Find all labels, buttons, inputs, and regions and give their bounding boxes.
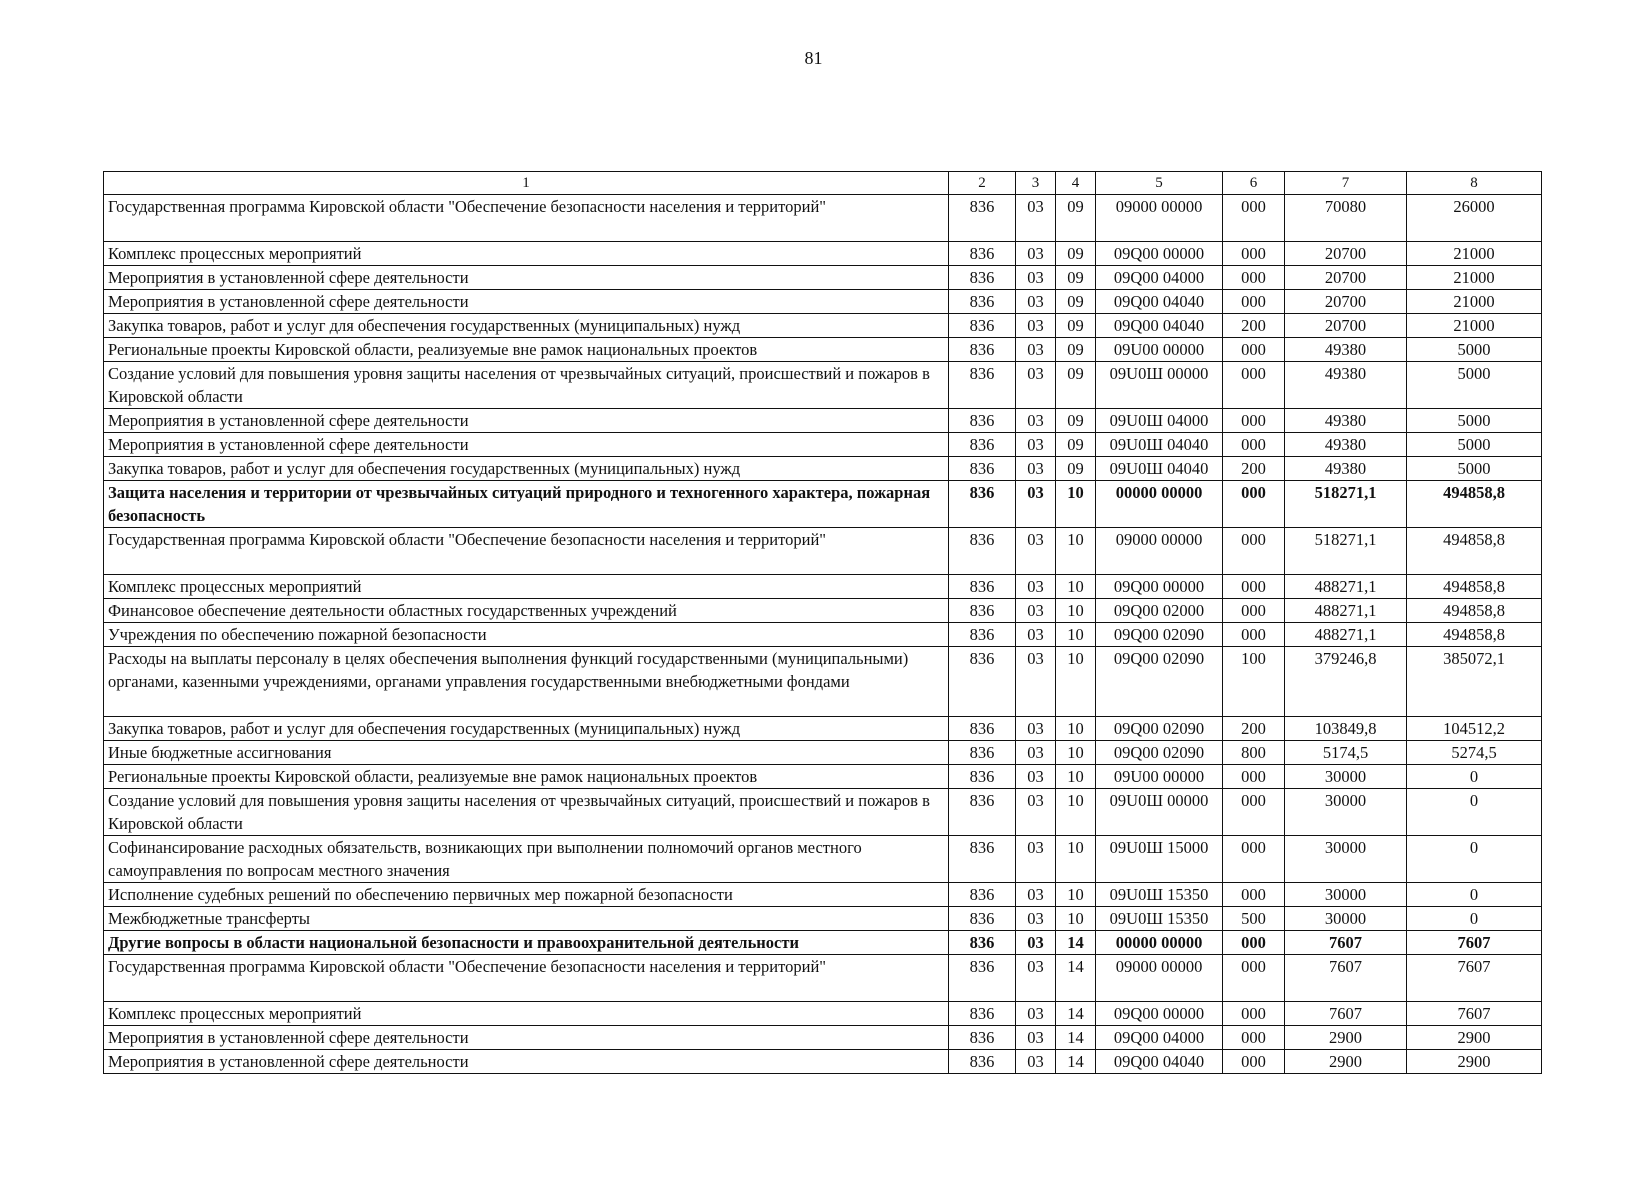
- cell-col-6: 000: [1223, 362, 1285, 409]
- cell-col-8: 385072,1: [1407, 647, 1542, 717]
- cell-col-7: 2900: [1285, 1026, 1407, 1050]
- cell-col-7: 518271,1: [1285, 481, 1407, 528]
- cell-col-6: 000: [1223, 623, 1285, 647]
- cell-col-3: 03: [1016, 623, 1056, 647]
- row-name-cell: Исполнение судебных решений по обеспечению первичных мер пожарной безопасности: [104, 883, 949, 907]
- table-row: [104, 955, 1542, 1002]
- cell-col-5: 09U00 00000: [1096, 765, 1223, 789]
- row-name-cell: Межбюджетные трансферты: [104, 907, 949, 931]
- table-row: [104, 362, 1542, 409]
- cell-col-5: 09Q00 02000: [1096, 599, 1223, 623]
- cell-col-2: 836: [949, 1002, 1016, 1026]
- row-name-cell: Мероприятия в установленной сфере деятельности: [104, 1050, 949, 1074]
- cell-col-3: 03: [1016, 481, 1056, 528]
- cell-col-8: 7607: [1407, 1002, 1542, 1026]
- column-header-5: 5: [1096, 172, 1223, 195]
- table-body: [104, 195, 1542, 1074]
- budget-table: [103, 171, 1542, 1074]
- cell-col-8: 7607: [1407, 955, 1542, 1002]
- cell-col-8: 104512,2: [1407, 717, 1542, 741]
- cell-col-3: 03: [1016, 883, 1056, 907]
- cell-col-2: 836: [949, 481, 1016, 528]
- cell-col-4: 10: [1056, 765, 1096, 789]
- cell-col-7: 103849,8: [1285, 717, 1407, 741]
- cell-col-2: 836: [949, 647, 1016, 717]
- table-row: [104, 575, 1542, 599]
- cell-col-5: 09Q00 00000: [1096, 1002, 1223, 1026]
- cell-col-7: 30000: [1285, 907, 1407, 931]
- cell-col-6: 000: [1223, 242, 1285, 266]
- cell-col-5: 09000 00000: [1096, 528, 1223, 575]
- cell-col-5: 09Q00 02090: [1096, 741, 1223, 765]
- row-name-cell: Мероприятия в установленной сфере деятельности: [104, 409, 949, 433]
- cell-col-7: 20700: [1285, 266, 1407, 290]
- cell-col-6: 200: [1223, 314, 1285, 338]
- cell-col-4: 10: [1056, 528, 1096, 575]
- row-name-cell: Мероприятия в установленной сфере деятельности: [104, 433, 949, 457]
- cell-col-5: 00000 00000: [1096, 481, 1223, 528]
- cell-col-2: 836: [949, 242, 1016, 266]
- row-name-cell: Мероприятия в установленной сфере деятельности: [104, 290, 949, 314]
- cell-col-3: 03: [1016, 314, 1056, 338]
- cell-col-8: 21000: [1407, 242, 1542, 266]
- row-name-cell: Закупка товаров, работ и услуг для обеспечения государственных (муниципальных) нужд: [104, 717, 949, 741]
- cell-col-5: 09U0Ш 04000: [1096, 409, 1223, 433]
- table-row: [104, 409, 1542, 433]
- cell-col-8: 2900: [1407, 1050, 1542, 1074]
- cell-col-2: 836: [949, 457, 1016, 481]
- cell-col-3: 03: [1016, 528, 1056, 575]
- cell-col-2: 836: [949, 599, 1016, 623]
- cell-col-3: 03: [1016, 290, 1056, 314]
- page-number: 81: [804, 48, 823, 68]
- cell-col-2: 836: [949, 338, 1016, 362]
- table-row: [104, 1002, 1542, 1026]
- cell-col-4: 10: [1056, 789, 1096, 836]
- cell-col-5: 09000 00000: [1096, 955, 1223, 1002]
- cell-col-8: 21000: [1407, 314, 1542, 338]
- cell-col-2: 836: [949, 575, 1016, 599]
- cell-col-4: 14: [1056, 1026, 1096, 1050]
- cell-col-4: 14: [1056, 1002, 1096, 1026]
- cell-col-5: 09Q00 02090: [1096, 717, 1223, 741]
- table-row: [104, 314, 1542, 338]
- cell-col-2: 836: [949, 789, 1016, 836]
- cell-col-5: 09Q00 04040: [1096, 290, 1223, 314]
- cell-col-2: 836: [949, 1050, 1016, 1074]
- cell-col-8: 494858,8: [1407, 575, 1542, 599]
- cell-col-6: 000: [1223, 528, 1285, 575]
- cell-col-8: 0: [1407, 907, 1542, 931]
- cell-col-8: 7607: [1407, 931, 1542, 955]
- cell-col-5: 09U00 00000: [1096, 338, 1223, 362]
- cell-col-2: 836: [949, 314, 1016, 338]
- cell-col-4: 09: [1056, 290, 1096, 314]
- cell-col-6: 000: [1223, 433, 1285, 457]
- cell-col-7: 7607: [1285, 955, 1407, 1002]
- cell-col-2: 836: [949, 528, 1016, 575]
- cell-col-3: 03: [1016, 575, 1056, 599]
- cell-col-4: 09: [1056, 433, 1096, 457]
- cell-col-3: 03: [1016, 599, 1056, 623]
- cell-col-8: 5000: [1407, 409, 1542, 433]
- cell-col-2: 836: [949, 266, 1016, 290]
- row-name-cell: Расходы на выплаты персоналу в целях обеспечения выполнения функций государственными (муниципальными) органами, казенными учреждениями, органами управления государственными внебюджетными фондами: [104, 647, 949, 717]
- row-name-cell: Региональные проекты Кировской области, реализуемые вне рамок национальных проектов: [104, 338, 949, 362]
- cell-col-4: 14: [1056, 955, 1096, 1002]
- cell-col-2: 836: [949, 409, 1016, 433]
- cell-col-5: 09Q00 04040: [1096, 314, 1223, 338]
- cell-col-8: 0: [1407, 836, 1542, 883]
- table-row: [104, 195, 1542, 242]
- table-header-row: [104, 172, 1542, 195]
- cell-col-5: 09Q00 00000: [1096, 575, 1223, 599]
- cell-col-5: 09Q00 02090: [1096, 623, 1223, 647]
- column-header-7: 7: [1285, 172, 1407, 195]
- cell-col-8: 21000: [1407, 266, 1542, 290]
- cell-col-5: 09U0Ш 15350: [1096, 883, 1223, 907]
- table-row: [104, 266, 1542, 290]
- cell-col-7: 7607: [1285, 931, 1407, 955]
- row-name-cell: Закупка товаров, работ и услуг для обеспечения государственных (муниципальных) нужд: [104, 314, 949, 338]
- table-row: [104, 907, 1542, 931]
- row-name-cell: Комплекс процессных мероприятий: [104, 575, 949, 599]
- table-row: [104, 290, 1542, 314]
- cell-col-2: 836: [949, 836, 1016, 883]
- cell-col-6: 100: [1223, 647, 1285, 717]
- cell-col-4: 10: [1056, 741, 1096, 765]
- cell-col-3: 03: [1016, 955, 1056, 1002]
- cell-col-4: 10: [1056, 907, 1096, 931]
- cell-col-2: 836: [949, 765, 1016, 789]
- cell-col-6: 000: [1223, 290, 1285, 314]
- row-name-cell: Создание условий для повышения уровня защиты населения от чрезвычайных ситуаций, происшествий и пожаров в Кировской области: [104, 362, 949, 409]
- cell-col-4: 14: [1056, 931, 1096, 955]
- cell-col-4: 09: [1056, 409, 1096, 433]
- cell-col-7: 379246,8: [1285, 647, 1407, 717]
- cell-col-7: 20700: [1285, 242, 1407, 266]
- cell-col-3: 03: [1016, 836, 1056, 883]
- cell-col-7: 49380: [1285, 338, 1407, 362]
- cell-col-6: 000: [1223, 338, 1285, 362]
- row-name-cell: Государственная программа Кировской области "Обеспечение безопасности населения и территорий": [104, 195, 949, 242]
- cell-col-4: 10: [1056, 623, 1096, 647]
- cell-col-4: 09: [1056, 457, 1096, 481]
- row-name-cell: Закупка товаров, работ и услуг для обеспечения государственных (муниципальных) нужд: [104, 457, 949, 481]
- cell-col-4: 14: [1056, 1050, 1096, 1074]
- column-header-2: 2: [949, 172, 1016, 195]
- cell-col-5: 09Q00 04040: [1096, 1050, 1223, 1074]
- cell-col-3: 03: [1016, 717, 1056, 741]
- cell-col-2: 836: [949, 741, 1016, 765]
- cell-col-7: 30000: [1285, 836, 1407, 883]
- cell-col-2: 836: [949, 290, 1016, 314]
- column-header-4: 4: [1056, 172, 1096, 195]
- cell-col-2: 836: [949, 195, 1016, 242]
- cell-col-5: 09U0Ш 04040: [1096, 433, 1223, 457]
- cell-col-8: 21000: [1407, 290, 1542, 314]
- cell-col-6: 200: [1223, 457, 1285, 481]
- table-row: [104, 599, 1542, 623]
- cell-col-6: 800: [1223, 741, 1285, 765]
- table-row: [104, 481, 1542, 528]
- cell-col-3: 03: [1016, 433, 1056, 457]
- cell-col-8: 494858,8: [1407, 528, 1542, 575]
- column-header-1: 1: [104, 172, 949, 195]
- cell-col-4: 10: [1056, 836, 1096, 883]
- cell-col-6: 000: [1223, 1050, 1285, 1074]
- cell-col-7: 7607: [1285, 1002, 1407, 1026]
- table-row: [104, 931, 1542, 955]
- cell-col-8: 5000: [1407, 338, 1542, 362]
- table-row: [104, 741, 1542, 765]
- cell-col-3: 03: [1016, 1026, 1056, 1050]
- cell-col-4: 10: [1056, 481, 1096, 528]
- cell-col-6: 000: [1223, 883, 1285, 907]
- cell-col-7: 2900: [1285, 1050, 1407, 1074]
- cell-col-7: 49380: [1285, 362, 1407, 409]
- cell-col-8: 2900: [1407, 1026, 1542, 1050]
- cell-col-7: 49380: [1285, 409, 1407, 433]
- cell-col-7: 30000: [1285, 883, 1407, 907]
- cell-col-2: 836: [949, 362, 1016, 409]
- column-header-6: 6: [1223, 172, 1285, 195]
- row-name-cell: Региональные проекты Кировской области, реализуемые вне рамок национальных проектов: [104, 765, 949, 789]
- cell-col-6: 000: [1223, 955, 1285, 1002]
- table-row: [104, 528, 1542, 575]
- cell-col-5: 09Q00 02090: [1096, 647, 1223, 717]
- cell-col-7: 30000: [1285, 765, 1407, 789]
- cell-col-4: 09: [1056, 338, 1096, 362]
- cell-col-3: 03: [1016, 765, 1056, 789]
- cell-col-5: 09U0Ш 00000: [1096, 362, 1223, 409]
- cell-col-7: 488271,1: [1285, 599, 1407, 623]
- cell-col-6: 000: [1223, 481, 1285, 528]
- table-row: [104, 433, 1542, 457]
- cell-col-8: 5000: [1407, 433, 1542, 457]
- cell-col-6: 000: [1223, 195, 1285, 242]
- row-name-cell: Учреждения по обеспечению пожарной безопасности: [104, 623, 949, 647]
- cell-col-5: 09Q00 04000: [1096, 1026, 1223, 1050]
- row-name-cell: Другие вопросы в области национальной безопасности и правоохранительной деятельности: [104, 931, 949, 955]
- cell-col-6: 000: [1223, 836, 1285, 883]
- table-row: [104, 457, 1542, 481]
- cell-col-3: 03: [1016, 266, 1056, 290]
- cell-col-6: 000: [1223, 266, 1285, 290]
- cell-col-3: 03: [1016, 409, 1056, 433]
- cell-col-3: 03: [1016, 741, 1056, 765]
- cell-col-8: 494858,8: [1407, 623, 1542, 647]
- row-name-cell: Иные бюджетные ассигнования: [104, 741, 949, 765]
- cell-col-5: 09U0Ш 15000: [1096, 836, 1223, 883]
- cell-col-8: 26000: [1407, 195, 1542, 242]
- cell-col-5: 00000 00000: [1096, 931, 1223, 955]
- cell-col-3: 03: [1016, 1050, 1056, 1074]
- table-row: [104, 789, 1542, 836]
- cell-col-8: 0: [1407, 883, 1542, 907]
- cell-col-6: 500: [1223, 907, 1285, 931]
- cell-col-4: 10: [1056, 717, 1096, 741]
- cell-col-6: 000: [1223, 599, 1285, 623]
- cell-col-7: 20700: [1285, 290, 1407, 314]
- cell-col-3: 03: [1016, 362, 1056, 409]
- row-name-cell: Мероприятия в установленной сфере деятельности: [104, 1026, 949, 1050]
- row-name-cell: Государственная программа Кировской области "Обеспечение безопасности населения и территорий": [104, 955, 949, 1002]
- row-name-cell: Мероприятия в установленной сфере деятельности: [104, 266, 949, 290]
- cell-col-4: 09: [1056, 195, 1096, 242]
- cell-col-4: 09: [1056, 362, 1096, 409]
- cell-col-2: 836: [949, 931, 1016, 955]
- column-header-3: 3: [1016, 172, 1056, 195]
- cell-col-6: 000: [1223, 1002, 1285, 1026]
- cell-col-2: 836: [949, 907, 1016, 931]
- cell-col-3: 03: [1016, 907, 1056, 931]
- cell-col-3: 03: [1016, 789, 1056, 836]
- cell-col-3: 03: [1016, 242, 1056, 266]
- cell-col-2: 836: [949, 717, 1016, 741]
- cell-col-6: 000: [1223, 789, 1285, 836]
- cell-col-6: 000: [1223, 931, 1285, 955]
- row-name-cell: Комплекс процессных мероприятий: [104, 1002, 949, 1026]
- cell-col-8: 5274,5: [1407, 741, 1542, 765]
- cell-col-8: 494858,8: [1407, 599, 1542, 623]
- cell-col-4: 09: [1056, 266, 1096, 290]
- row-name-cell: Софинансирование расходных обязательств, возникающих при выполнении полномочий органов местного самоуправления по вопросам местного значения: [104, 836, 949, 883]
- cell-col-2: 836: [949, 1026, 1016, 1050]
- table-row: [104, 623, 1542, 647]
- cell-col-5: 09Q00 04000: [1096, 266, 1223, 290]
- row-name-cell: Защита населения и территории от чрезвычайных ситуаций природного и техногенного характера, пожарная безопасность: [104, 481, 949, 528]
- cell-col-6: 200: [1223, 717, 1285, 741]
- cell-col-4: 09: [1056, 242, 1096, 266]
- cell-col-2: 836: [949, 623, 1016, 647]
- cell-col-7: 20700: [1285, 314, 1407, 338]
- cell-col-8: 5000: [1407, 362, 1542, 409]
- cell-col-5: 09000 00000: [1096, 195, 1223, 242]
- cell-col-7: 488271,1: [1285, 575, 1407, 599]
- table-row: [104, 338, 1542, 362]
- cell-col-2: 836: [949, 433, 1016, 457]
- cell-col-3: 03: [1016, 338, 1056, 362]
- cell-col-2: 836: [949, 955, 1016, 1002]
- cell-col-8: 0: [1407, 765, 1542, 789]
- cell-col-7: 30000: [1285, 789, 1407, 836]
- cell-col-6: 000: [1223, 765, 1285, 789]
- table-row: [104, 242, 1542, 266]
- table-row: [104, 1026, 1542, 1050]
- cell-col-3: 03: [1016, 1002, 1056, 1026]
- table-row: [104, 765, 1542, 789]
- row-name-cell: Финансовое обеспечение деятельности областных государственных учреждений: [104, 599, 949, 623]
- cell-col-5: 09Q00 00000: [1096, 242, 1223, 266]
- cell-col-4: 10: [1056, 883, 1096, 907]
- cell-col-3: 03: [1016, 195, 1056, 242]
- cell-col-5: 09U0Ш 04040: [1096, 457, 1223, 481]
- cell-col-3: 03: [1016, 931, 1056, 955]
- cell-col-4: 10: [1056, 647, 1096, 717]
- table-row: [104, 836, 1542, 883]
- cell-col-2: 836: [949, 883, 1016, 907]
- row-name-cell: Государственная программа Кировской области "Обеспечение безопасности населения и территорий": [104, 528, 949, 575]
- cell-col-4: 10: [1056, 575, 1096, 599]
- cell-col-3: 03: [1016, 457, 1056, 481]
- cell-col-7: 5174,5: [1285, 741, 1407, 765]
- cell-col-3: 03: [1016, 647, 1056, 717]
- cell-col-6: 000: [1223, 409, 1285, 433]
- cell-col-8: 0: [1407, 789, 1542, 836]
- table-row: [104, 883, 1542, 907]
- cell-col-7: 488271,1: [1285, 623, 1407, 647]
- cell-col-6: 000: [1223, 1026, 1285, 1050]
- cell-col-8: 5000: [1407, 457, 1542, 481]
- row-name-cell: Создание условий для повышения уровня защиты населения от чрезвычайных ситуаций, происшествий и пожаров в Кировской области: [104, 789, 949, 836]
- cell-col-8: 494858,8: [1407, 481, 1542, 528]
- row-name-cell: Комплекс процессных мероприятий: [104, 242, 949, 266]
- table-row: [104, 1050, 1542, 1074]
- cell-col-7: 49380: [1285, 457, 1407, 481]
- cell-col-6: 000: [1223, 575, 1285, 599]
- column-header-8: 8: [1407, 172, 1542, 195]
- table-row: [104, 717, 1542, 741]
- cell-col-7: 518271,1: [1285, 528, 1407, 575]
- cell-col-5: 09U0Ш 00000: [1096, 789, 1223, 836]
- table-row: [104, 647, 1542, 717]
- cell-col-4: 10: [1056, 599, 1096, 623]
- cell-col-5: 09U0Ш 15350: [1096, 907, 1223, 931]
- cell-col-7: 70080: [1285, 195, 1407, 242]
- cell-col-4: 09: [1056, 314, 1096, 338]
- cell-col-7: 49380: [1285, 433, 1407, 457]
